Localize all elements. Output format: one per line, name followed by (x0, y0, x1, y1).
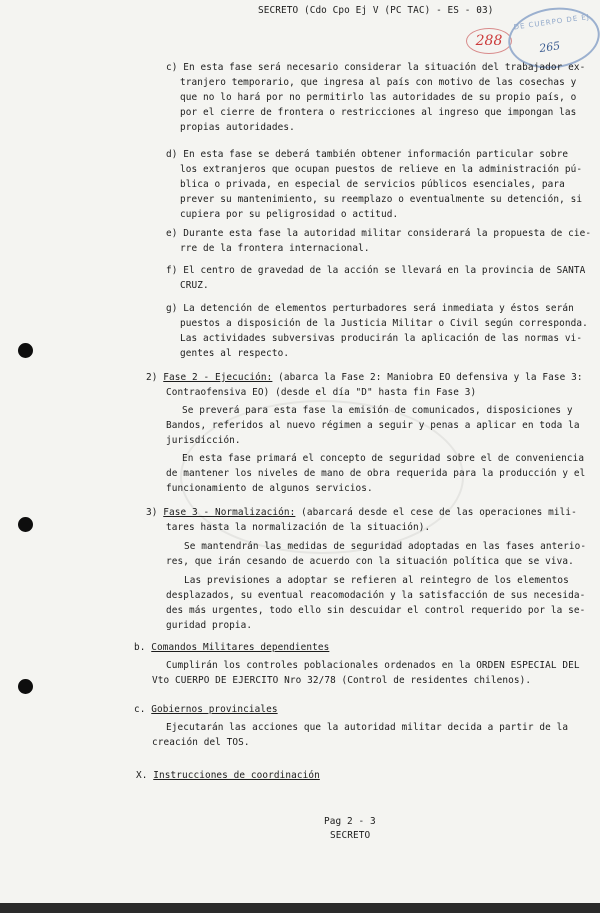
fase2-p2-line: funcionamiento de algunos servicios. (166, 483, 373, 494)
footer-classification: SECRETO (330, 830, 371, 841)
fase2-number: 2) (146, 372, 158, 383)
fase3-p1-line: Se mantendrán las medidas de seguridad adoptadas en las fases anterio- (184, 541, 587, 552)
para-c-line: propias autoridades. (180, 122, 295, 133)
section-c-line: Ejecutarán las acciones que la autoridad militar decida a partir de la (166, 722, 569, 733)
para-d-line: los extranjeros que ocupan puestos de relieve en la administración pú- (180, 164, 583, 175)
fase3-number: 3) (146, 507, 158, 518)
fase2-p1-line: Se preverá para esta fase la emisión de comunicados, disposiciones y (182, 405, 573, 416)
fase2-heading-line2: Contraofensiva EO) (desde el día "D" hasta fin Fase 3) (166, 387, 477, 398)
para-c-line: que no lo hará por no permitirlo las autoridades de su propio país, o (180, 92, 577, 103)
stamp-text: DE CUERPO DE EJ (513, 12, 591, 32)
header-classification: SECRETO (Cdo Cpo Ej V (PC TAC) - ES - 03) (258, 5, 494, 16)
handwritten-page-number: 288 (466, 28, 512, 54)
fase3-title: Fase 3 - Normalización: (163, 507, 296, 518)
fase3-p2-line: desplazados, su eventual reacomodación y la satisfacción de sus necesida- (166, 590, 586, 601)
punch-hole (18, 679, 33, 694)
section-x-label: X. (136, 770, 148, 781)
fase3-p2-line: guridad propia. (166, 620, 253, 631)
section-b-label: b. (134, 642, 146, 653)
para-c-line: c) En esta fase será necesario considerar la situación del trabajador ex- (166, 62, 586, 73)
fase2-heading (146, 371, 583, 386)
section-c-label: c. (134, 704, 146, 715)
scan-edge (0, 903, 600, 913)
fase3-heading (146, 506, 577, 521)
para-g-line: gentes al respecto. (180, 348, 290, 359)
para-g-line: g) La detención de elementos perturbadores será inmediata y éstos serán (166, 303, 574, 314)
fase2-heading-rest: (abarca la Fase 2: Maniobra EO defensiva y la Fase 3: (272, 372, 583, 383)
para-f-line: f) El centro de gravedad de la acción se llevará en la provincia de SANTA (166, 265, 586, 276)
fase2-title: Fase 2 - Ejecución: (163, 372, 273, 383)
para-e-line: rre de la frontera internacional. (180, 243, 370, 254)
section-b-line: Vto CUERPO DE EJERCITO Nro 32/78 (Control de residentes chilenos). (152, 675, 532, 686)
section-b-heading (134, 641, 329, 656)
fase2-p2-line: de mantener los niveles de mano de obra requerida para la producción y el (166, 468, 586, 479)
para-c-line: tranjero temporario, que ingresa al país con motivo de las cosechas y (180, 77, 577, 88)
section-x-heading (136, 769, 320, 784)
stamp-number: 265 (538, 39, 562, 56)
fase3-p2-line: Las previsiones a adoptar se refieren al reintegro de los elementos (184, 575, 569, 586)
fase3-p2-line: des más urgentes, todo ello sin descuidar el control requerido por la se- (166, 605, 586, 616)
punch-hole (18, 343, 33, 358)
para-g-line: Las actividades subversivas producirán la aplicación de las normas vi- (180, 333, 583, 344)
section-b-line: Cumplirán los controles poblacionales ordenados en la ORDEN ESPECIAL DEL (166, 660, 580, 671)
para-d-line: blica o privada, en especial de servicios públicos esenciales, para (180, 179, 565, 190)
section-x-title: Instrucciones de coordinación (153, 770, 320, 781)
fase3-heading-line2: tares hasta la normalización de la situación). (166, 522, 431, 533)
para-g-line: puestos a disposición de la Justicia Militar o Civil según corresponda. (180, 318, 588, 329)
punch-hole (18, 517, 33, 532)
section-c-title: Gobiernos provinciales (151, 704, 278, 715)
fase3-heading-rest: (abarcará desde el cese de las operaciones mili- (295, 507, 577, 518)
fase2-p1-line: Bandos, referidos al nuevo régimen a seguir y penas a aplicar en toda la (166, 420, 580, 431)
section-c-heading (134, 703, 278, 718)
para-e-line: e) Durante esta fase la autoridad militar considerará la propuesta de cie- (166, 228, 592, 239)
para-d-line: d) En esta fase se deberá también obtener información particular sobre (166, 149, 569, 160)
section-b-title: Comandos Militares dependientes (151, 642, 330, 653)
para-d-line: cupiera por su peligrosidad o actitud. (180, 209, 399, 220)
section-c-line: creación del TOS. (152, 737, 250, 748)
footer-page-number: Pag 2 - 3 (324, 816, 376, 827)
para-c-line: por el cierre de frontera o restricciones al ingreso que impongan las (180, 107, 577, 118)
para-d-line: prever su mantenimiento, su reemplazo o eventualmente su detención, si (180, 194, 583, 205)
para-f-line: CRUZ. (180, 280, 209, 291)
fase2-p2-line: En esta fase primará el concepto de seguridad sobre el de conveniencia (182, 453, 585, 464)
fase2-p1-line: jurisdicción. (166, 435, 241, 446)
fase3-p1-line: res, que irán cesando de acuerdo con la situación política que se viva. (166, 556, 574, 567)
